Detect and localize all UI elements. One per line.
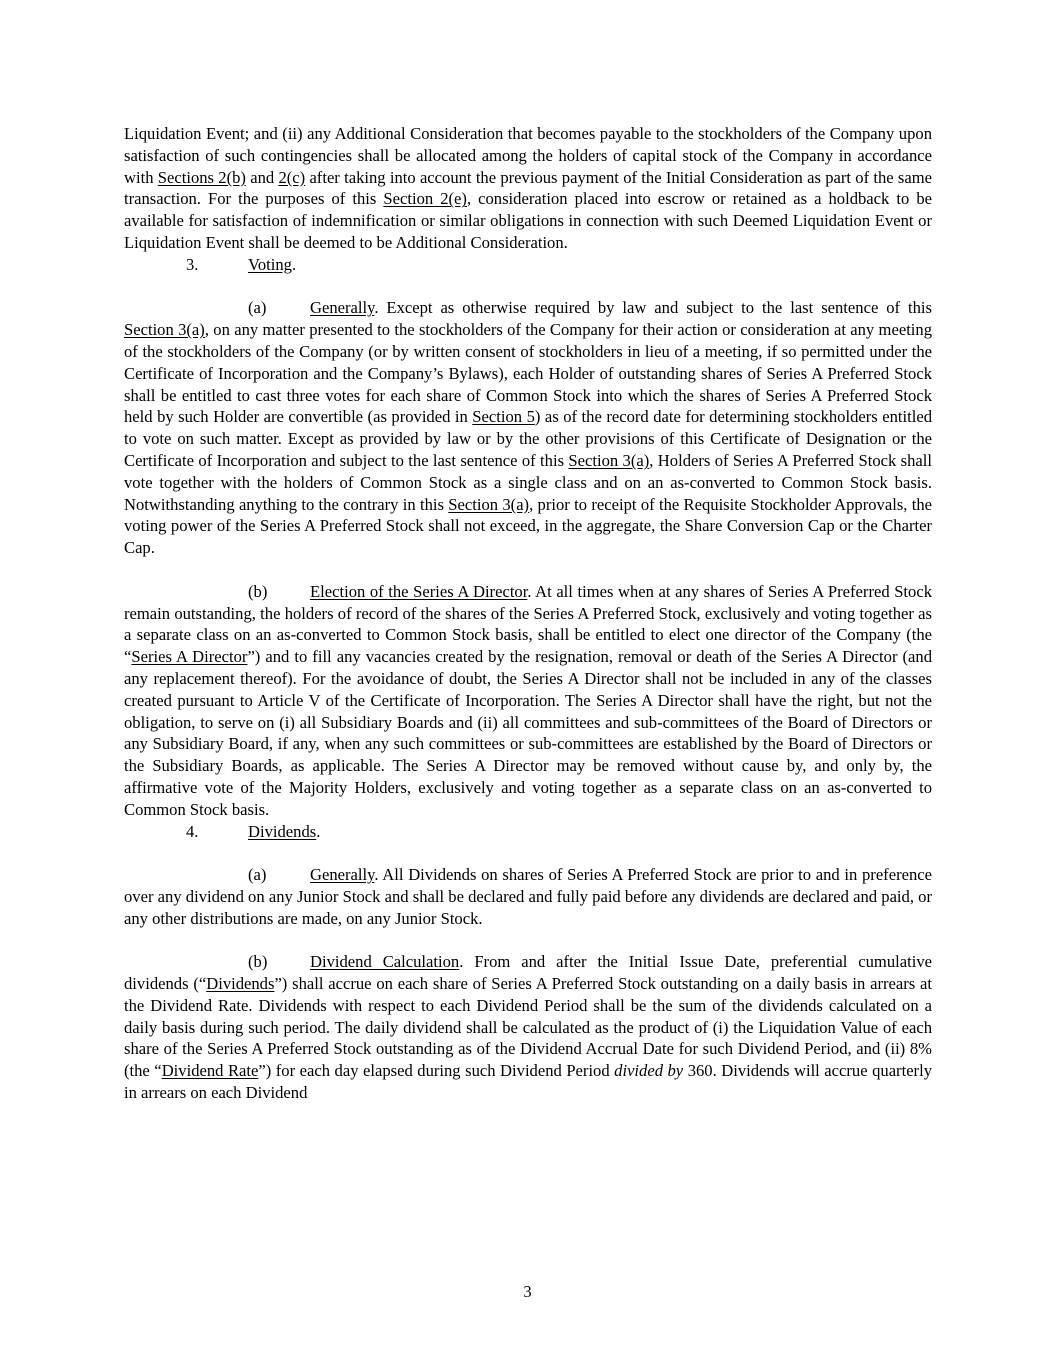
section-number: 3. <box>186 254 199 274</box>
cross-reference: 2(c) <box>278 167 306 187</box>
paragraph-4b: (b) Dividend Calculation. From and after the Initial Issue Date, preferential cumulative dividends (“Dividends”) shall accrue on each share of Series A Preferred Stock outstanding on a daily basis in arrears at the Dividend Rate. Dividends with respect to each Dividend Period shall be the sum of the dividends calculated on a daily basis during such period. The daily dividend shall be calculated as the product of (i) the Liquidation Value of each share of the Series A Preferred Stock outstanding as of the Dividend Accrual Date for such Dividend Period, and (ii) 8% (the “Dividend Rate”) for each day elapsed during such Dividend Period divided by 360. Dividends will accrue quarterly in arrears on each Dividend <box>124 952 932 1103</box>
section-title: Dividends <box>248 821 317 841</box>
paragraph-3a: (a) Generally. Except as otherwise required by law and subject to the last sentence of this Section 3(a), on any matter presented to the stockholders of the Company for their action or consideration at any meeting of the stockholders of the Company (or by written consent of stockholders in lieu of a meeting, if so permitted under the Certificate of Incorporation and the Company’s Bylaws), each Holder of outstanding shares of Series A Preferred Stock shall be entitled to cast three votes for each share of Common Stock into which the shares of Series A Preferred Stock held by such Holder are convertible (as provided in Section 5) as of the record date for determining stockholders entitled to vote on such matter. Except as provided by law or by the other provisions of this Certificate of Designation or the Certificate of Incorporation and subject to the last sentence of this Section 3(a), Holders of Series A Preferred Stock shall vote together with the holders of Common Stock as a single class and on an as-converted to Common Stock basis. Notwithstanding anything to the contrary in this Section 3(a), prior to receipt of the Requisite Stockholder Approvals, the voting power of the Series A Preferred Stock shall not exceed, in the aggregate, the Share Conversion Cap or the Charter Cap. <box>124 298 933 558</box>
paragraph-3b: (b) Election of the Series A Director. At all times when at any shares of Series A Preferred Stock remain outstanding, the holders of record of the shares of the Series A Preferred Stock, exclusively and voting together as a separate class on an as-converted to Common Stock basis, shall be entitled to elect one director of the Company (the “Series A Director”) and to fill any vacancies created by the resignation, removal or death of the Series A Director (and any replacement thereof). For the avoidance of doubt, the Series A Director shall not be included in any of the classes created pursuant to Article V of the Certificate of Incorporation. The Series A Director shall have the right, but not the obligation, to serve on (i) all Subsidiary Boards and (ii) all committees and sub-committees of the Board of Directors or any Subsidiary Board, if any, when any such committees or sub-committees are established by the Board of Directors or the Subsidiary Boards, as applicable. The Series A Director may be removed without cause by, and only by, the affirmative vote of the Majority Holders, exclusively and voting together as a separate class on an as-converted to Common Stock basis. <box>124 581 932 819</box>
cross-reference: Section 3(a) <box>448 494 530 514</box>
italic-text: divided by <box>614 1061 684 1081</box>
cross-reference: Section 3(a) <box>568 450 650 470</box>
subsection-label: (a) <box>248 865 267 885</box>
page-number: 3 <box>523 1282 532 1301</box>
subsection-title: Generally <box>310 298 375 318</box>
cross-reference: Section 3(a) <box>124 320 205 340</box>
subsection-title: Election of the Series A Director <box>310 581 528 601</box>
defined-term: Dividends <box>206 974 275 994</box>
cross-reference: Section 5 <box>472 407 535 427</box>
cross-reference: Sections 2(b) <box>157 167 246 187</box>
section-title: Voting <box>248 254 292 274</box>
paragraph-4a: (a) Generally. All Dividends on shares of Series A Preferred Stock are prior to and in preference over any dividend on any Junior Stock and shall be declared and fully paid before any dividends are declared and paid, or any other distributions are made, on any Junior Stock. <box>124 865 932 928</box>
section-number: 4. <box>186 821 199 841</box>
subsection-label: (b) <box>248 952 268 972</box>
subsection-title: Dividend Calculation <box>310 952 460 972</box>
subsection-title: Generally <box>310 865 375 885</box>
subsection-label: (a) <box>248 298 267 318</box>
cross-reference: Section 2(e) <box>383 189 467 209</box>
defined-term: Series A Director <box>131 647 248 667</box>
defined-term: Dividend Rate <box>161 1061 259 1081</box>
section-3-heading: 3. Voting. <box>186 254 297 274</box>
section-4-heading: 4. Dividends. <box>186 821 321 841</box>
subsection-label: (b) <box>248 581 268 601</box>
paragraph-2e-continuation: Liquidation Event; and (ii) any Additional Consideration that becomes payable to the stockholders of the Company upon satisfaction of such contingencies shall be allocated among the holders of capital stock of the Company in accordance with Sections 2(b) and 2(c) after taking into account the previous payment of the Initial Consideration as part of the same transaction. For the purposes of this Section 2(e), consideration placed into escrow or retained as a holdback to be available for satisfaction of indemnification or similar obligations in connection with such Deemed Liquidation Event or Liquidation Event shall be deemed to be Additional Consideration. <box>124 124 933 252</box>
document-page <box>124 123 932 1104</box>
